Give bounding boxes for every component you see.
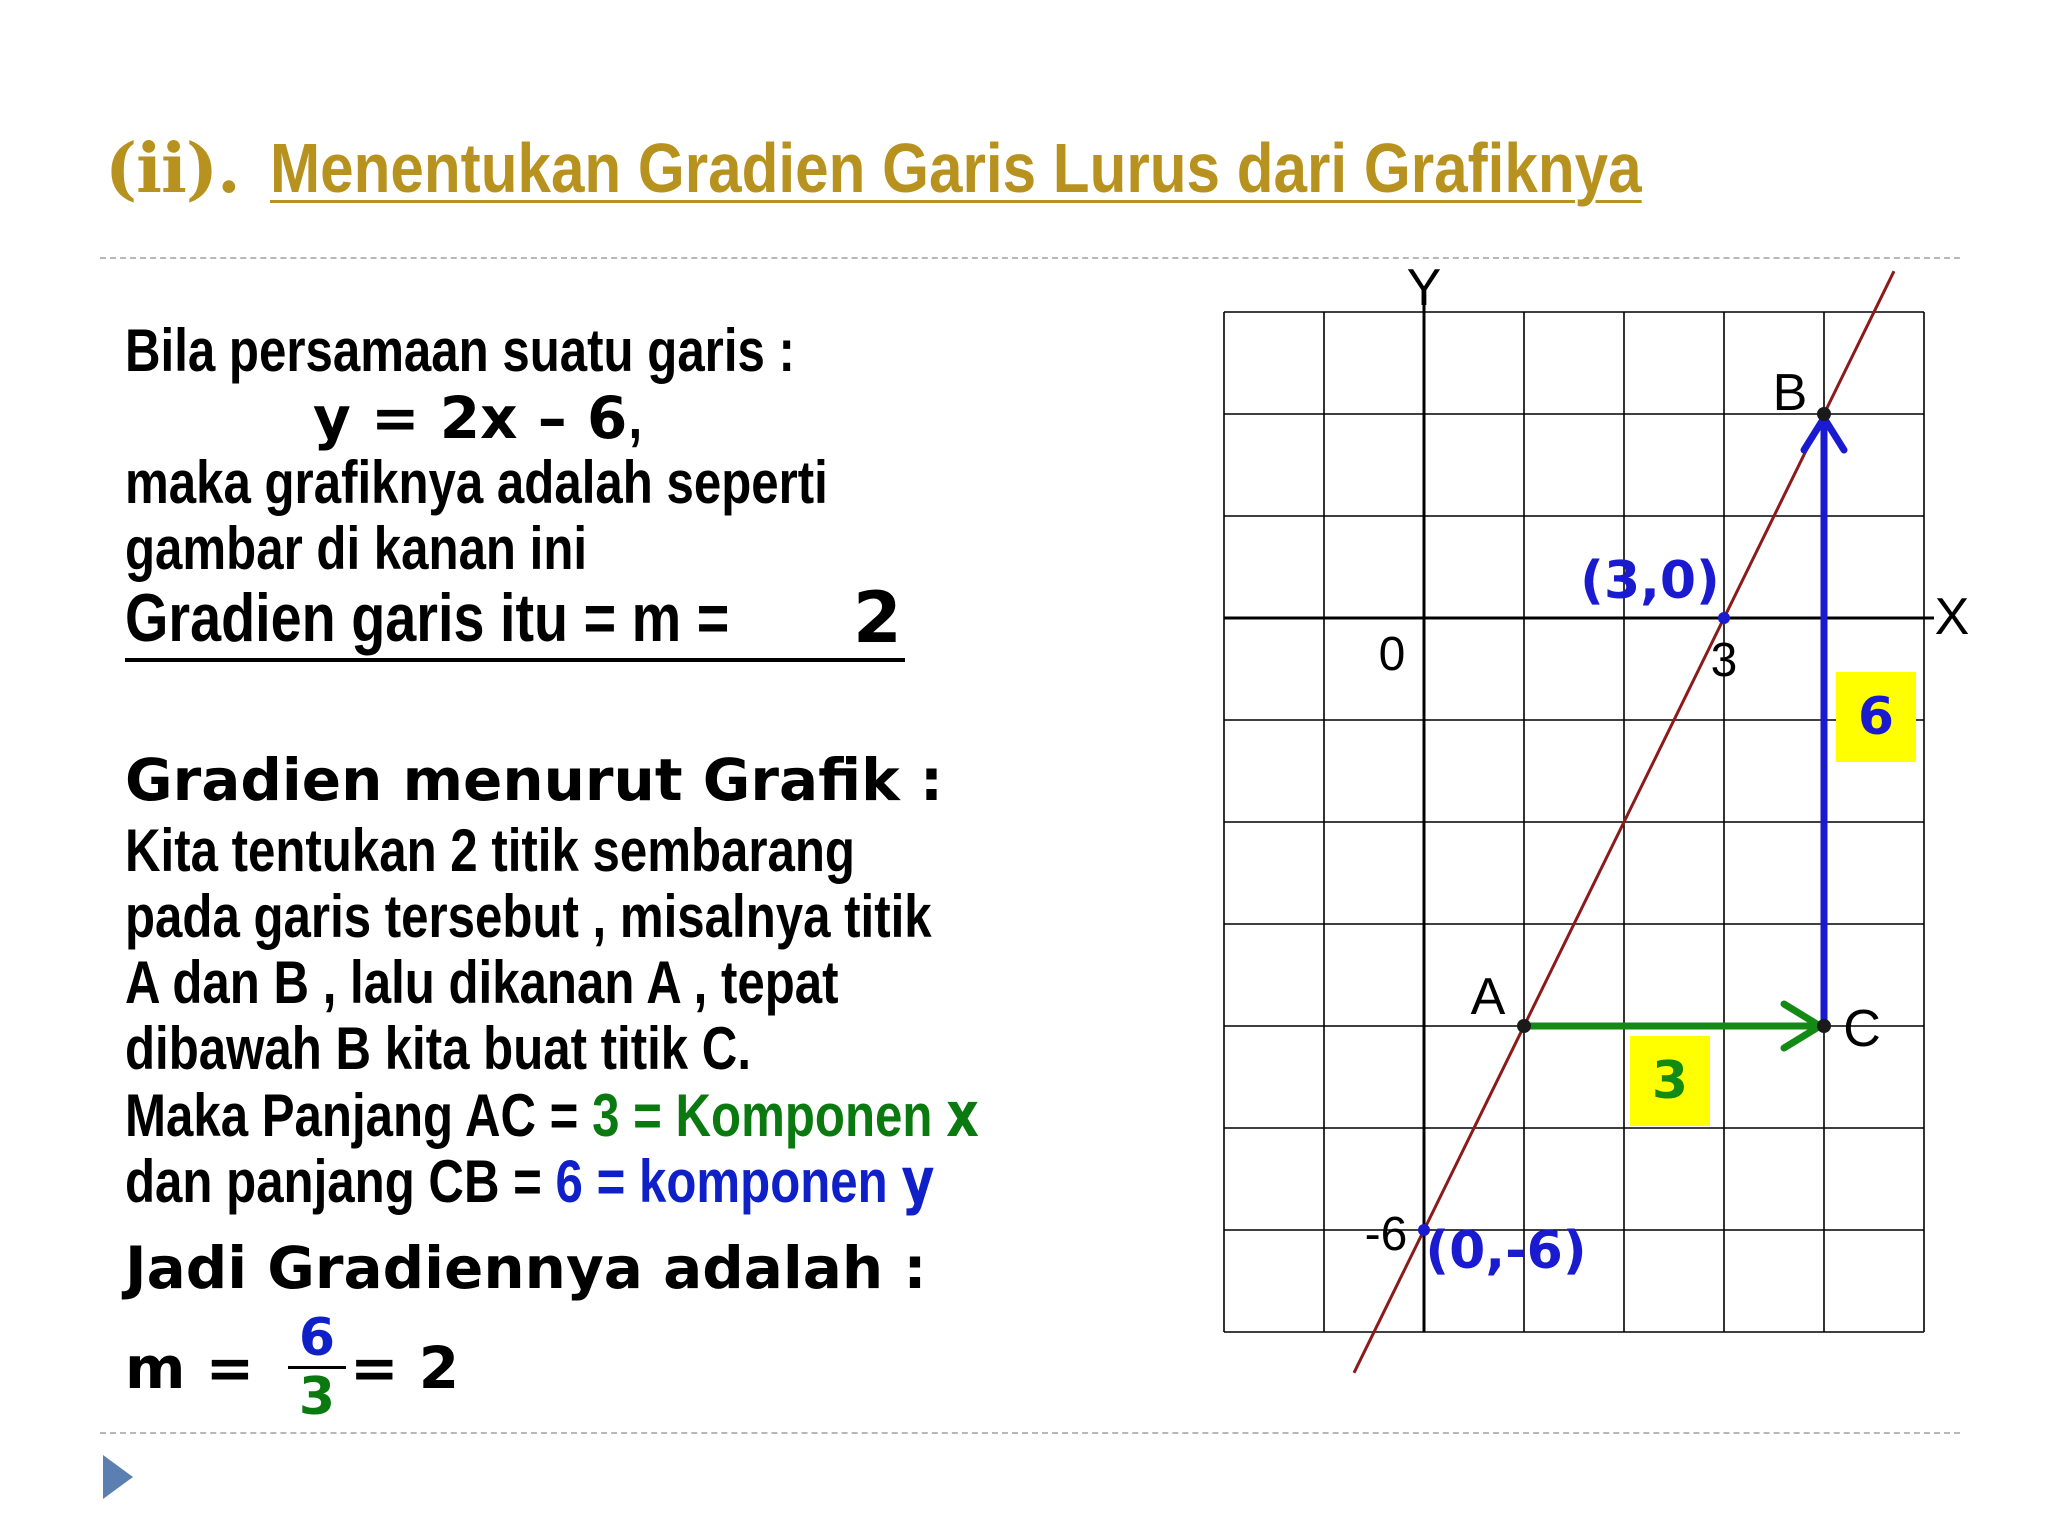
paragraph-line-4: dibawah B kita buat titik C. (125, 1015, 752, 1082)
grid (1224, 312, 1924, 1332)
point-b-label: B (1772, 364, 1808, 422)
gradient-value: 2 (853, 577, 902, 659)
y-tick-label: -6 (1364, 1208, 1408, 1261)
paragraph-line-6: dan panjang CB = 6 = komponen y (125, 1144, 935, 1217)
point-a-label: A (1470, 968, 1506, 1026)
paragraph-line-1: Kita tentukan 2 titik sembarang (125, 817, 855, 884)
title-number: (ii). (105, 129, 240, 209)
paragraph-line-3: A dan B , lalu dikanan A , tepat (125, 949, 839, 1016)
gradient-result: = 2 (350, 1334, 460, 1402)
origin-label: 0 (1378, 628, 1406, 681)
x-intercept-point (1718, 612, 1730, 624)
y-intercept-label: (0,-6) (1425, 1221, 1587, 1281)
run-value: 3 (1651, 1051, 1689, 1111)
conclusion: Jadi Gradiennya adalah : (125, 1234, 927, 1302)
point-c-label: C (1843, 1000, 1881, 1058)
fraction-numerator: 6 (288, 1310, 346, 1369)
x-intercept-label: (3,0) (1580, 551, 1720, 611)
section-heading: Gradien menurut Grafik : (125, 746, 944, 814)
paragraph-line-5: Maka Panjang AC = 3 = Komponen x (125, 1078, 979, 1151)
x-tick-label: 3 (1710, 634, 1738, 687)
point-a (1517, 1019, 1531, 1033)
arrows (1524, 418, 1844, 1048)
gradient-label: Gradien garis itu = m = (125, 580, 730, 656)
point-b (1817, 407, 1831, 421)
text-line-3: maka grafiknya adalah seperti (125, 449, 828, 516)
equation-text: y = 2x – 6 (313, 384, 628, 452)
rise-value: 6 (1857, 687, 1895, 747)
point-c (1817, 1019, 1831, 1033)
paragraph-line-2: pada garis tersebut , misalnya titik (125, 883, 932, 950)
gradient-formula: m = (125, 1334, 255, 1402)
intro-line: Bila persamaan suatu garis : (125, 317, 795, 384)
equation: y = 2x – 6, (313, 384, 643, 452)
text-line-4: gambar di kanan ini (125, 515, 588, 582)
axis-x-label: X (1934, 588, 1970, 646)
fraction-denominator: 3 (298, 1367, 336, 1427)
title-text: Menentukan Gradien Garis Lurus dari Grafiknya (269, 129, 1642, 207)
axis-y-label: Y (1406, 259, 1442, 317)
